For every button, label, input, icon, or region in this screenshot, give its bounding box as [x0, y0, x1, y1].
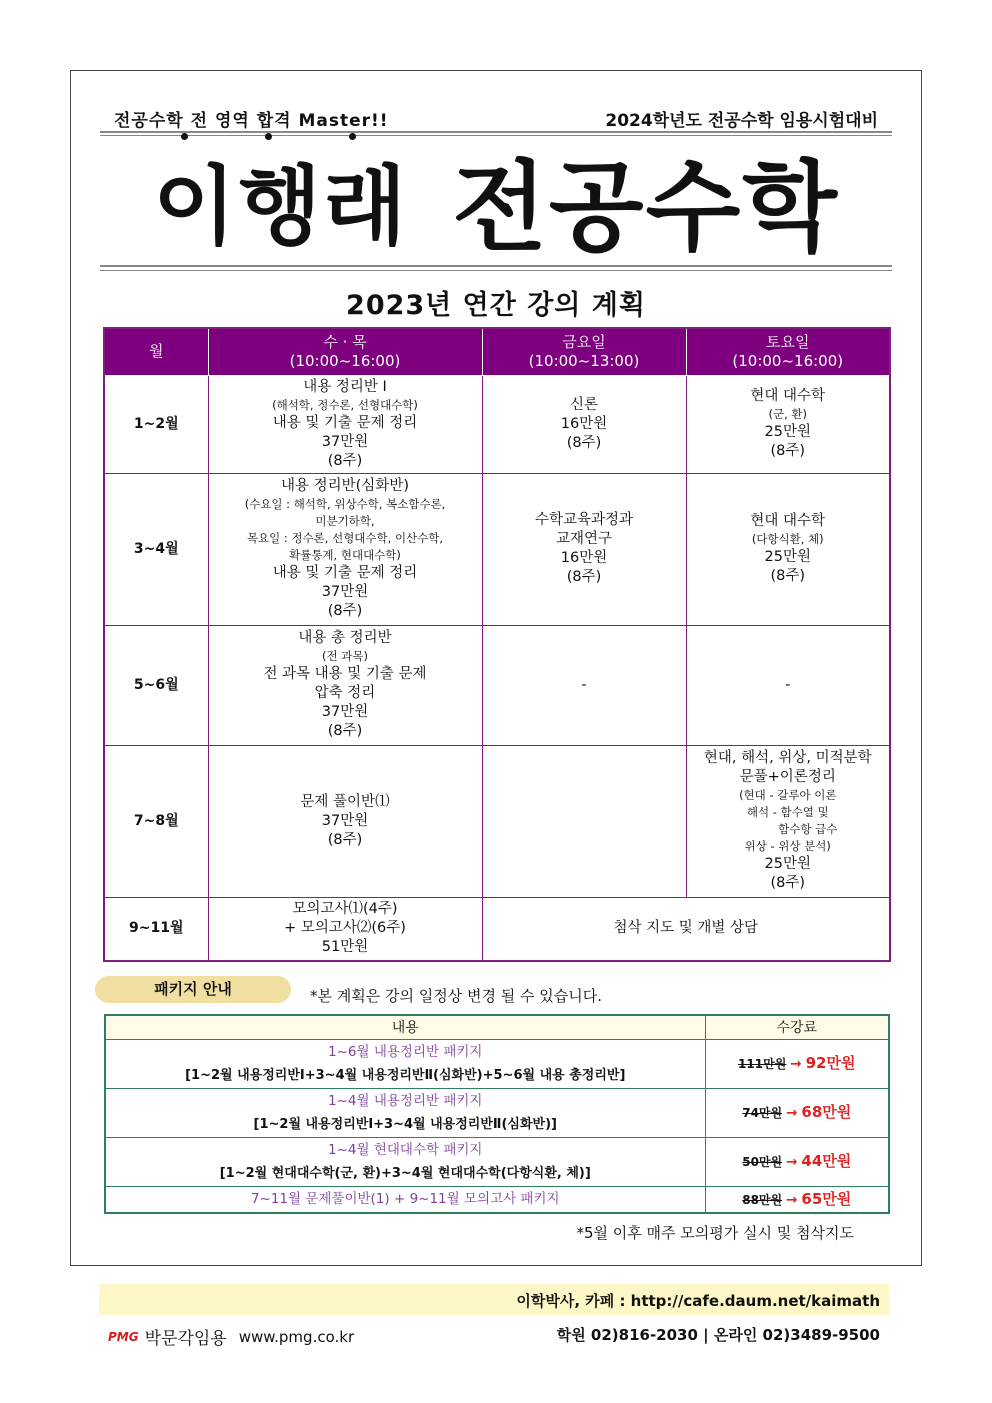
course-line: 내용 및 기출 문제 정리	[272, 565, 418, 581]
package-content	[105, 1137, 705, 1186]
course-line: 16만원	[560, 415, 608, 432]
new-price: 68만원	[801, 1103, 852, 1121]
arrow-icon: →	[790, 1056, 802, 1072]
course-line: 51만원	[321, 939, 369, 956]
fri-cell	[482, 375, 686, 473]
sat-cell: -	[686, 625, 890, 745]
package-content	[105, 1039, 705, 1088]
fri-cell	[482, 473, 686, 625]
course-line: (해석학, 정수론, 선형대수학)	[272, 397, 418, 412]
course-line: (8주)	[566, 569, 602, 585]
pmg-logo-icon: PMG	[108, 1329, 139, 1344]
package-row	[105, 1039, 889, 1088]
course-line: (8주)	[327, 603, 363, 619]
course-line: 25만원	[764, 856, 811, 872]
course-line: 37만원	[321, 812, 369, 829]
new-price: 44만원	[801, 1152, 852, 1170]
course-line: (8주)	[770, 875, 806, 891]
sat-cell	[686, 473, 890, 625]
course-line: 37만원	[321, 433, 369, 450]
package-name: 1~4월 현대대수학 패키지	[328, 1141, 483, 1158]
package-fee	[705, 1088, 889, 1137]
package-fee	[705, 1039, 889, 1088]
course-line: 목요일 : 정수론, 선형대수학, 이산수학,	[246, 531, 444, 545]
course-line: (8주)	[770, 568, 806, 584]
emphasis-dot	[265, 133, 272, 140]
course-line: 확률통계, 현대대수학)	[289, 548, 401, 562]
course-line: 미분기하학,	[315, 514, 375, 528]
instructor-text: 이행래	[153, 157, 409, 257]
emphasis-dot	[181, 133, 188, 140]
wed-thu-cell	[208, 897, 482, 961]
old-price: 50만원	[742, 1155, 783, 1169]
package-fee	[705, 1186, 889, 1213]
package-name: 7~11월 문제풀이반(1) + 9~11월 모의고사 패키지	[250, 1191, 560, 1207]
year-title: 2024학년도 전공수학 임용시험대비	[605, 111, 878, 131]
course-line: + 모의고사⑵(6주)	[284, 920, 406, 937]
brand-block	[108, 1324, 354, 1349]
course-line: (8주)	[327, 723, 363, 739]
package-row	[105, 1088, 889, 1137]
month-cell: 3~4월	[104, 473, 208, 625]
consulting-cell: 첨삭 지도 및 개별 상담	[482, 897, 890, 961]
sat-cell	[686, 375, 890, 473]
package-content	[105, 1088, 705, 1137]
course-line: 함수항 급수	[778, 822, 838, 836]
course-line: 해석 - 함수열 및	[746, 805, 829, 819]
package-table	[104, 1014, 890, 1214]
schedule-row	[104, 375, 890, 473]
course-line: (현대 - 갈루아 이론	[739, 788, 837, 802]
course-line: 문제 풀이반⑴	[300, 793, 390, 810]
package-desc: [1~2월 내용정리반Ⅰ+3~4월 내용정리반Ⅱ(심화반)]	[253, 1116, 557, 1132]
course-line: 37만원	[321, 584, 369, 600]
new-price: 92만원	[805, 1054, 856, 1072]
wed-thu-cell	[208, 745, 482, 897]
package-header-row	[105, 1015, 889, 1039]
header-content: 내용	[105, 1015, 705, 1039]
header-fee: 수강료	[705, 1015, 889, 1039]
slogan: 전공수학 전 영역 합격 Master!!	[114, 111, 389, 131]
title-divider	[100, 265, 892, 271]
package-desc: [1~2월 내용정리반Ⅰ+3~4월 내용정리반Ⅱ(심화반)+5~6월 내용 총정리반]	[185, 1067, 626, 1083]
emphasis-dot	[349, 133, 356, 140]
course-line: 신론	[569, 396, 598, 413]
header-sat-time: (10:00~16:00)	[732, 351, 844, 370]
header-wed-thu-time: (10:00~16:00)	[289, 351, 401, 370]
course-line: (8주)	[566, 434, 602, 451]
course-line: 25만원	[764, 549, 811, 565]
header-wed-thu-label: 수 · 목	[323, 332, 367, 351]
header-wed-thu	[208, 328, 482, 375]
course-line: 압축 정리	[314, 685, 376, 701]
fri-cell	[482, 745, 686, 897]
course-line: 25만원	[764, 424, 811, 440]
package-row	[105, 1137, 889, 1186]
header-fri-time: (10:00~13:00)	[528, 351, 640, 370]
schedule-row	[104, 745, 890, 897]
course-line: 전 과목 내용 및 기출 문제	[263, 666, 427, 682]
package-content	[105, 1186, 705, 1213]
course-line: (8주)	[770, 443, 806, 459]
course-line: (전 과목)	[322, 649, 368, 663]
schedule-table	[103, 327, 891, 962]
schedule-header-row	[104, 328, 890, 375]
month-cell: 7~8월	[104, 745, 208, 897]
course-line: 37만원	[321, 704, 369, 720]
package-name: 1~6월 내용정리반 패키지	[328, 1043, 483, 1060]
package-tab: 패키지 안내	[95, 976, 291, 1003]
course-line: 현대 대수학	[750, 513, 826, 529]
month-cell: 5~6월	[104, 625, 208, 745]
course-line: 현대 대수학	[750, 388, 826, 404]
sat-cell	[686, 745, 890, 897]
schedule-row	[104, 625, 890, 745]
month-cell: 1~2월	[104, 375, 208, 473]
arrow-icon: →	[786, 1154, 798, 1170]
header-sat-label: 토요일	[766, 332, 810, 351]
schedule-row	[104, 897, 890, 961]
header-fri-label: 금요일	[562, 332, 606, 351]
course-line: 수학교육과정과	[534, 512, 634, 528]
subject-title: 전공수학	[452, 150, 839, 265]
course-line: 16만원	[560, 550, 608, 566]
arrow-icon: →	[786, 1191, 798, 1208]
course-line: 모의고사⑴(4주)	[292, 901, 398, 918]
old-price: 74만원	[742, 1106, 783, 1120]
plan-title: 2023년 연간 강의 계획	[346, 290, 646, 321]
course-line: (8주)	[327, 831, 363, 848]
schedule-change-note: *본 계획은 강의 일정상 변경 될 수 있습니다.	[310, 987, 602, 1005]
cafe-contact: 이학박사, 카페 : http://cafe.daum.net/kaimath	[516, 1292, 880, 1310]
weekly-test-note: *5월 이후 매주 모의평가 실시 및 첨삭지도	[576, 1224, 854, 1242]
old-price: 88만원	[742, 1192, 783, 1207]
month-cell: 9~11월	[104, 897, 208, 961]
course-line: 내용 정리반(심화반)	[281, 478, 409, 494]
brand-name: 박문각임용	[144, 1329, 227, 1349]
instructor-name	[153, 137, 408, 261]
course-line: 내용 총 정리반	[298, 630, 392, 646]
old-price: 111만원	[738, 1057, 787, 1071]
package-row	[105, 1186, 889, 1213]
schedule-row	[104, 473, 890, 625]
course-line: (8주)	[327, 452, 363, 469]
package-fee	[705, 1137, 889, 1186]
course-line: 내용 및 기출 문제 정리	[272, 414, 418, 431]
course-line: (다항식환, 체)	[751, 532, 824, 546]
header-sat	[686, 328, 890, 375]
brand-url[interactable]: www.pmg.co.kr	[238, 1327, 355, 1346]
fri-cell: -	[482, 625, 686, 745]
wed-thu-cell	[208, 375, 482, 473]
main-title	[100, 138, 892, 265]
course-line: 교재연구	[555, 531, 613, 547]
phone-numbers: 학원 02)816-2030 | 온라인 02)3489-9500	[556, 1326, 880, 1344]
arrow-icon: →	[786, 1105, 798, 1121]
course-line: 현대, 해석, 위상, 미적분학	[703, 750, 872, 766]
package-name: 1~4월 내용정리반 패키지	[328, 1092, 483, 1109]
course-line: (군, 환)	[768, 407, 807, 421]
wed-thu-cell	[208, 625, 482, 745]
new-price: 65만원	[801, 1189, 852, 1208]
course-line: 문풀+이론정리	[739, 769, 836, 785]
package-desc: [1~2월 현대대수학(군, 환)+3~4월 현대대수학(다항식환, 체)]	[219, 1165, 591, 1181]
header-month: 월	[104, 328, 208, 375]
course-line: (수요일 : 해석학, 위상수학, 복소함수론,	[244, 497, 446, 511]
course-line: 내용 정리반 Ⅰ	[303, 378, 387, 395]
header-fri	[482, 328, 686, 375]
wed-thu-cell	[208, 473, 482, 625]
course-line: 위상 - 위상 분석)	[744, 839, 831, 853]
